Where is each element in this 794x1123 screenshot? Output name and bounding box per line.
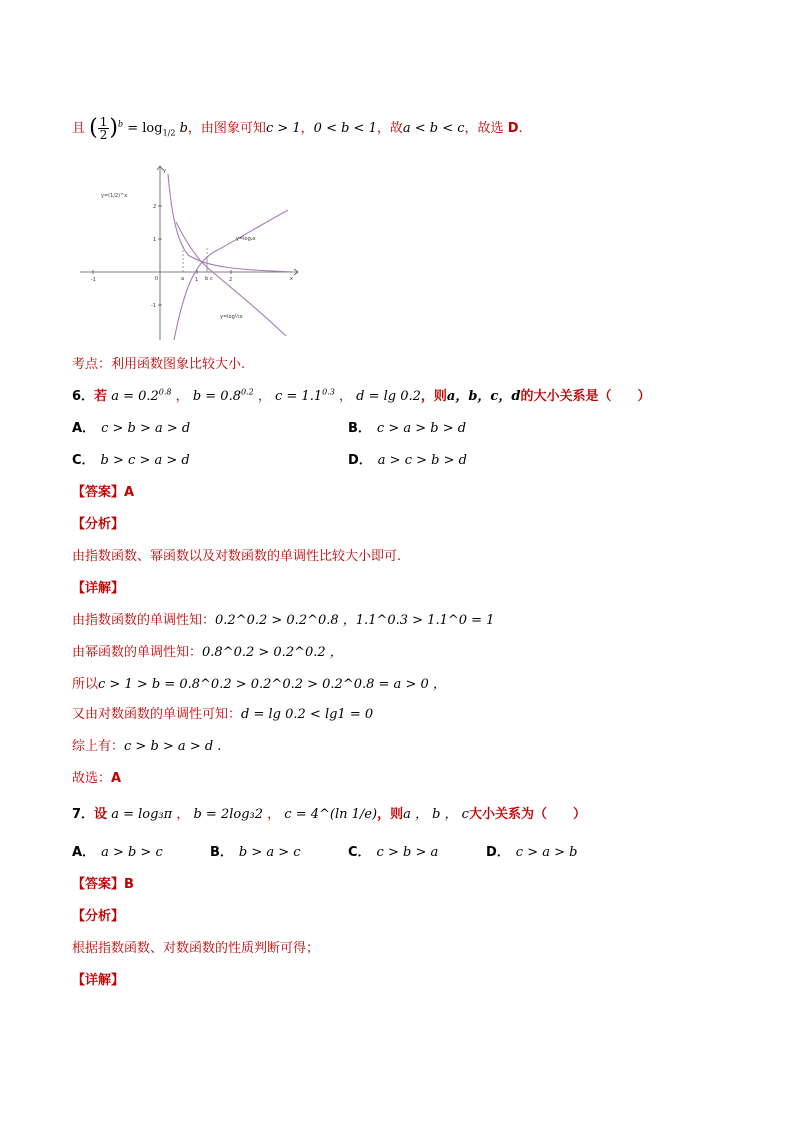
q6-d1-math: 0.2^0.2 > 0.2^0.8 ，1.1^0.3 > 1.1^0 = 1 bbox=[215, 613, 495, 628]
curve-log2 bbox=[174, 210, 288, 340]
q6-detail-3 bbox=[72, 676, 446, 694]
function-graph bbox=[76, 160, 302, 344]
origin-label: 0 bbox=[155, 276, 159, 282]
q6-d2-text: 由幂函数的单调性知： bbox=[72, 645, 203, 660]
q7-answer-tag: 【答案】 bbox=[72, 877, 125, 892]
q6-a-exp: 0.8 bbox=[158, 387, 172, 397]
q7-option-a-label: A． bbox=[72, 845, 96, 860]
q7-b-def: b = 2log₃2 bbox=[193, 807, 264, 822]
tick-label-x-neg1: -1 bbox=[91, 277, 96, 283]
frac-num: 1 bbox=[99, 115, 108, 129]
q6-b-base: b = 0.8 bbox=[192, 389, 241, 404]
order: a < b < c bbox=[402, 121, 465, 136]
q7-option-a-text: a > b > c bbox=[101, 845, 163, 860]
axis-label-y: y bbox=[163, 168, 166, 174]
q7-detail-tag: 【详解】 bbox=[72, 973, 125, 988]
q7-option-b-label: B． bbox=[210, 845, 233, 860]
log-eq: = log bbox=[123, 121, 163, 136]
q7-stem-post: ，则 bbox=[377, 807, 404, 822]
point-b-label: b bbox=[205, 276, 209, 282]
q7-option-d-text: c > a > b bbox=[515, 845, 578, 860]
intro-prefix: 且 bbox=[72, 121, 86, 136]
q6-vars: a，b，c，d bbox=[446, 389, 521, 404]
q6-analysis: 由指数函数、幂函数以及对数函数的单调性比较大小即可. bbox=[72, 549, 402, 564]
point-a-label: a bbox=[181, 276, 185, 282]
point-c-label: c bbox=[210, 276, 213, 282]
q6-option-c[interactable] bbox=[72, 452, 190, 470]
q6-choose-value: A bbox=[111, 771, 122, 786]
q6-c-exp: 0.3 bbox=[322, 387, 335, 397]
q6-c-def bbox=[275, 389, 335, 404]
q6-b-exp: 0.2 bbox=[240, 387, 254, 397]
q6-d2-math: 0.8^0.2 > 0.2^0.2 ， bbox=[202, 645, 343, 660]
fraction-one-half bbox=[98, 116, 110, 141]
q7-answer-value: B bbox=[124, 877, 134, 892]
q6-d5-text: 综上有： bbox=[72, 739, 125, 754]
log-base: 1/2 bbox=[162, 128, 176, 138]
q6-option-c-text: b > c > a > d bbox=[100, 453, 190, 468]
label-log2: y=log₂x bbox=[236, 236, 256, 242]
q7-option-c[interactable] bbox=[348, 844, 438, 862]
q7-answer bbox=[72, 876, 134, 894]
tick-label-y-1: 1 bbox=[153, 237, 157, 243]
q6-option-b-text: c > a > b > d bbox=[376, 421, 467, 436]
tick-label-x-1: 1 bbox=[195, 277, 199, 283]
frac-den: 2 bbox=[99, 128, 108, 142]
q6-answer-value: A bbox=[124, 485, 135, 500]
q7-analysis: 根据指数函数、对数函数的性质判断可得； bbox=[72, 941, 320, 956]
tick-label-x-2: 2 bbox=[229, 277, 233, 283]
q6-option-b[interactable] bbox=[348, 420, 466, 438]
q7-option-d-label: D． bbox=[486, 845, 510, 860]
q6-stem-end: 的大小关系是（ ） bbox=[520, 389, 651, 404]
kaodian: 考点：利用函数图象比较大小. bbox=[72, 357, 246, 372]
q6-option-a[interactable] bbox=[72, 420, 190, 438]
log-arg: b bbox=[175, 121, 188, 136]
q7-option-a[interactable] bbox=[72, 844, 163, 862]
paren-close: ) bbox=[109, 115, 118, 141]
q6-number: 6． bbox=[72, 389, 95, 404]
q7-stem-pre: 设 bbox=[94, 807, 108, 822]
choice-d: D bbox=[507, 121, 519, 136]
q7-option-c-text: c > b > a bbox=[376, 845, 439, 860]
q6-b-def bbox=[193, 389, 254, 404]
q6-stem-post: ，则 bbox=[420, 389, 447, 404]
q6-option-d[interactable] bbox=[348, 452, 467, 470]
tick-label-y-2: 2 bbox=[153, 204, 157, 210]
q6-option-a-text: c > b > a > d bbox=[101, 421, 191, 436]
q6-a-base: a = 0.2 bbox=[111, 389, 159, 404]
q6-d5-math: c > b > a > d . bbox=[124, 739, 222, 754]
label-log-half: y=log½x bbox=[220, 314, 243, 320]
q6-option-c-label: C． bbox=[72, 453, 95, 468]
q7-option-b-text: b > a > c bbox=[238, 845, 301, 860]
q7-a-def: a = log₃π bbox=[111, 807, 173, 822]
q6-d3-math: c > 1 > b = 0.8^0.2 > 0.2^0.2 > 0.2^0.8 = a > 0 ， bbox=[98, 677, 446, 692]
intro-text2: ，故 bbox=[376, 121, 403, 136]
q6-a-def bbox=[111, 389, 171, 404]
q7-analysis-tag: 【分析】 bbox=[72, 909, 125, 924]
q6-detail-2 bbox=[72, 644, 343, 662]
axis-label-x: x bbox=[290, 276, 293, 282]
q6-analysis-tag: 【分析】 bbox=[72, 517, 125, 532]
q6-choose-text: 故选： bbox=[72, 771, 112, 786]
c-gt-1: c > 1 bbox=[265, 121, 301, 136]
q7-number: 7． bbox=[72, 807, 95, 822]
q7-option-c-label: C． bbox=[348, 845, 371, 860]
q6-detail-4 bbox=[72, 706, 373, 724]
exponent-b: b bbox=[117, 119, 124, 129]
intro-text3: ，故选 bbox=[464, 121, 508, 136]
q6-detail-1 bbox=[72, 612, 494, 630]
q6-choose bbox=[72, 770, 121, 788]
tick-label-y-neg1: -1 bbox=[151, 303, 156, 309]
q6-option-d-text: a > c > b > d bbox=[377, 453, 467, 468]
q7-option-d[interactable] bbox=[486, 844, 577, 862]
q6-option-b-label: B． bbox=[348, 421, 371, 436]
intro-line bbox=[72, 116, 523, 141]
q6-d1-text: 由指数函数的单调性知： bbox=[72, 613, 216, 628]
q6-d-def: d = lg 0.2 bbox=[356, 389, 421, 404]
q6-c-base: c = 1.1 bbox=[274, 389, 323, 404]
q7-vars: a ， b ， c bbox=[403, 807, 469, 822]
q6-option-a-label: A． bbox=[72, 421, 96, 436]
q6-d4-math: d = lg 0.2 < lg1 = 0 bbox=[241, 707, 374, 722]
intro-text1: ，由图象可知 bbox=[187, 121, 266, 136]
sep: ， bbox=[300, 121, 314, 136]
b-range: 0 < b < 1 bbox=[313, 121, 377, 136]
q6-detail-5 bbox=[72, 738, 221, 756]
q6-answer-tag: 【答案】 bbox=[72, 485, 125, 500]
q7-c-def: c = 4^(ln 1/e) bbox=[284, 807, 378, 822]
paren-open: ( bbox=[89, 115, 98, 141]
q7-option-b[interactable] bbox=[210, 844, 301, 862]
q6-d4-text: 又由对数函数的单调性可知： bbox=[72, 707, 242, 722]
q6-stem: 6．若 $a = 0.2^{0.8}$ ， $b = 0.8^{0.2}$ ， $c = 1.1^{0.3}$ ， d = lg 0.2，则a，b，c，d的大小关系是（ ） bbox=[72, 387, 651, 404]
curve-exp-half bbox=[168, 174, 294, 272]
q7-stem: 7．设 a = log₃π ， b = 2log₃2 ， c = 4^(ln 1/e)，则a ， b ， c大小关系为（ ） bbox=[72, 807, 586, 822]
q7-stem-end: 大小关系为（ ） bbox=[468, 807, 586, 822]
q6-d3-text: 所以 bbox=[72, 677, 99, 692]
q6-answer bbox=[72, 484, 134, 502]
q6-detail-tag: 【详解】 bbox=[72, 581, 125, 596]
q6-option-d-label: D． bbox=[348, 453, 372, 468]
label-exp-half: y=(1/2)^x bbox=[101, 193, 128, 199]
q6-stem-pre: 若 bbox=[94, 389, 108, 404]
intro-end: . bbox=[518, 121, 523, 136]
